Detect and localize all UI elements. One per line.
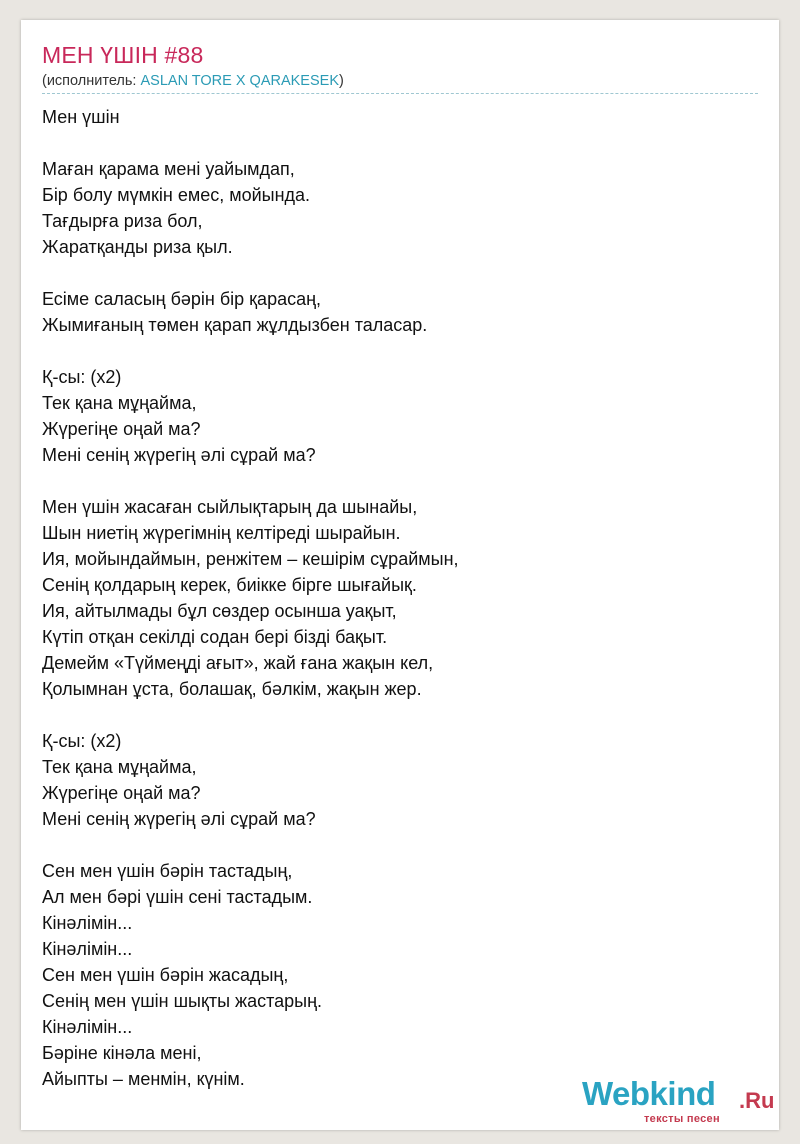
stanza-gap [42, 468, 742, 494]
lyric-line: Сенің мен үшін шықты жастарың. [42, 991, 323, 1011]
lyric-line: Бәріне кінәла мені, [42, 1043, 202, 1063]
song-title: МЕН ҮШІН #88 [42, 42, 204, 68]
lyric-line: Мен үшін [42, 107, 120, 127]
stanza-gap [42, 130, 742, 156]
lyric-line: Ия, мойындаймын, ренжітем – кешірім сұраймын, [42, 549, 459, 569]
lyric-line: Мені сенің жүрегің әлі сұрай ма? [42, 809, 316, 829]
stanza-gap [42, 338, 742, 364]
logo-tld: .Ru [739, 1088, 775, 1113]
title-divider [42, 93, 758, 94]
lyric-line: Жүрегіңе оңай ма? [42, 783, 201, 803]
lyric-line: Тек қана мұңайма, [42, 757, 197, 777]
lyric-line: Жүрегіңе оңай ма? [42, 419, 201, 439]
lyric-line: Қолымнан ұста, болашақ, бәлкім, жақын жер. [42, 679, 422, 699]
song-subtitle [42, 73, 344, 89]
site-logo[interactable] [582, 1075, 782, 1125]
lyrics-body [42, 104, 742, 1092]
subtitle-suffix: ) [339, 73, 344, 89]
lyric-line: Қ-сы: (х2) [42, 367, 122, 387]
lyric-line: Қ-сы: (х2) [42, 731, 122, 751]
lyric-line: Мені сенің жүрегің әлі сұрай ма? [42, 445, 316, 465]
lyric-line: Сенің қолдарың керек, биікке бірге шығайық. [42, 575, 417, 595]
lyric-line: Жымиғаның төмен қарап жұлдызбен таласар. [42, 315, 428, 335]
lyric-line: Есіме саласың бәрін бір қарасаң, [42, 289, 322, 309]
stanza-gap [42, 260, 742, 286]
lyric-line: Мен үшін жасаған сыйлықтарың да шынайы, [42, 497, 418, 517]
stanza-gap [42, 832, 742, 858]
stanza-gap [42, 702, 742, 728]
lyric-line: Тағдырға риза бол, [42, 211, 203, 231]
lyric-line: Маған қарама мені уайымдап, [42, 159, 295, 179]
logo-wordmark: Webkind [582, 1075, 716, 1112]
lyric-line: Күтіп отқан секілді содан бері бізді бақыт. [42, 627, 388, 647]
lyric-line: Жаратқанды риза қыл. [42, 237, 233, 257]
lyric-line: Кінәлімін... [42, 913, 133, 933]
lyric-line: Шын ниетің жүрегімнің келтіреді шырайын. [42, 523, 401, 543]
lyric-line: Сен мен үшін бәрін жасадың, [42, 965, 289, 985]
artist-name[interactable]: ASLAN TORE X QARAKESEK [140, 73, 339, 89]
lyric-line: Айыпты – менмін, күнім. [42, 1069, 245, 1089]
lyric-line: Сен мен үшін бәрін тастадың, [42, 861, 293, 881]
lyric-line: Кінәлімін... [42, 1017, 133, 1037]
subtitle-prefix: (исполнитель: [42, 73, 141, 89]
lyric-line: Ал мен бәрі үшін сені тастадым. [42, 887, 313, 907]
logo-tagline: тексты песен [644, 1113, 720, 1125]
lyric-line: Тек қана мұңайма, [42, 393, 197, 413]
lyric-line: Ия, айтылмады бұл сөздер осынша уақыт, [42, 601, 397, 621]
lyric-line: Кінәлімін... [42, 939, 133, 959]
lyric-line: Демейм «Түймеңді ағыт», жай ғана жақын кел, [42, 653, 434, 673]
lyric-line: Бір болу мүмкін емес, мойында. [42, 185, 311, 205]
